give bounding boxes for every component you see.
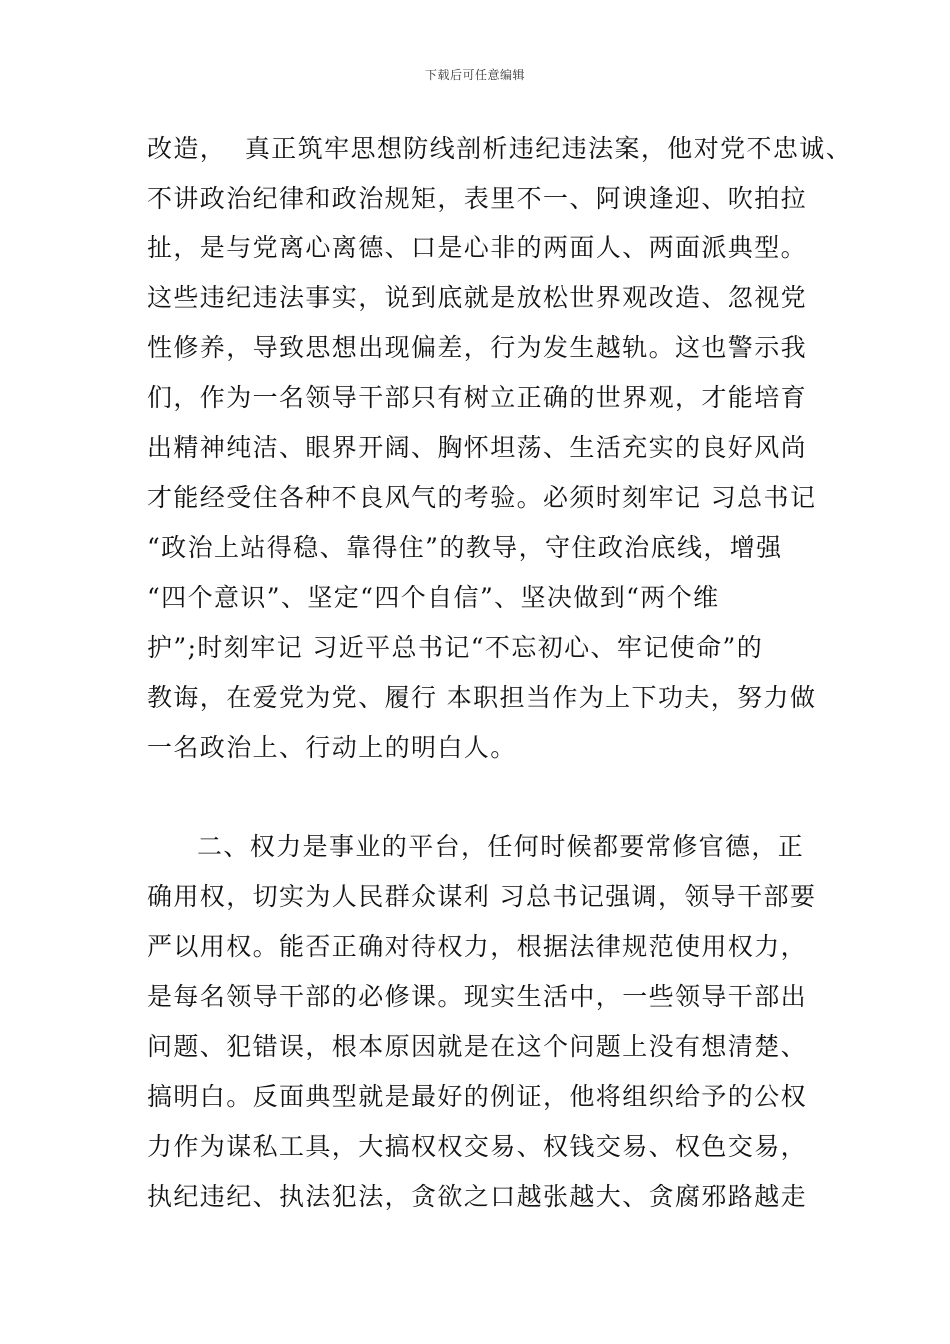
paragraph-1-line-4: 这些违纪违法事实，说到底就是放松世界观改造、忽视党 [147, 283, 808, 312]
paragraph-2-line-5: 问题、犯错误，根本原因就是在这个问题上没有想清楚、 [147, 1032, 808, 1061]
paragraph-1-line-13: 一名政治上、行动上的明白人。 [147, 733, 517, 762]
paragraph-2-line-1: 二、权力是事业的平台，任何时候都要常修官德，正 [197, 832, 805, 861]
paragraph-1-line-6: 们，作为一名领导干部只有树立正确的世界观，才能培育 [147, 383, 808, 412]
paragraph-1-line-5: 性修养，导致思想出现偏差，行为发生越轨。这也警示我 [147, 333, 808, 362]
paragraph-1-line-3: 扯，是与党离心离德、口是心非的两面人、两面派典型。 [147, 233, 808, 262]
paragraph-2-line-8: 执纪违纪、执法犯法，贪欲之口越张越大、贪腐邪路越走 [147, 1182, 808, 1211]
paragraph-1-line-12: 教诲，在爱党为党、履行 本职担当作为上下功夫，努力做 [147, 683, 817, 712]
paragraph-1-line-2: 不讲政治纪律和政治规矩，表里不一、阿谀逢迎、吹拍拉 [147, 184, 808, 213]
paragraph-1-line-7: 出精神纯洁、眼界开阔、胸怀坦荡、生活充实的良好风尚 [147, 433, 808, 462]
paragraph-2-line-7: 力作为谋私工具，大搞权权交易、权钱交易、权色交易， [147, 1132, 808, 1161]
paragraph-2-line-6: 搞明白。反面典型就是最好的例证，他将组织给予的公权 [147, 1082, 808, 1111]
paragraph-1-line-11: 护”;时刻牢记 习近平总书记“不忘初心、牢记使命”的 [147, 633, 764, 662]
paragraph-2-line-2: 确用权，切实为人民群众谋利 习总书记强调，领导干部要 [147, 882, 817, 911]
paragraph-2-line-3: 严以用权。能否正确对待权力，根据法律规范使用权力， [147, 932, 808, 961]
page-header-note: 下载后可任意编辑 [424, 68, 525, 82]
paragraph-1-line-1: 改造， 真正筑牢思想防线剖析违纪违法案，他对党不忠诚、 [147, 134, 853, 163]
paragraph-1-line-9: “政治上站得稳、靠得住”的教导，守住政治底线，增强 [147, 533, 783, 562]
paragraph-2-line-4: 是每名领导干部的必修课。现实生活中，一些领导干部出 [147, 982, 808, 1011]
paragraph-1-line-10: “四个意识”、坚定“四个自信”、坚决做到“两个维 [147, 583, 720, 612]
paragraph-1-line-8: 才能经受住各种不良风气的考验。必须时刻牢记 习总书记 [147, 483, 817, 512]
